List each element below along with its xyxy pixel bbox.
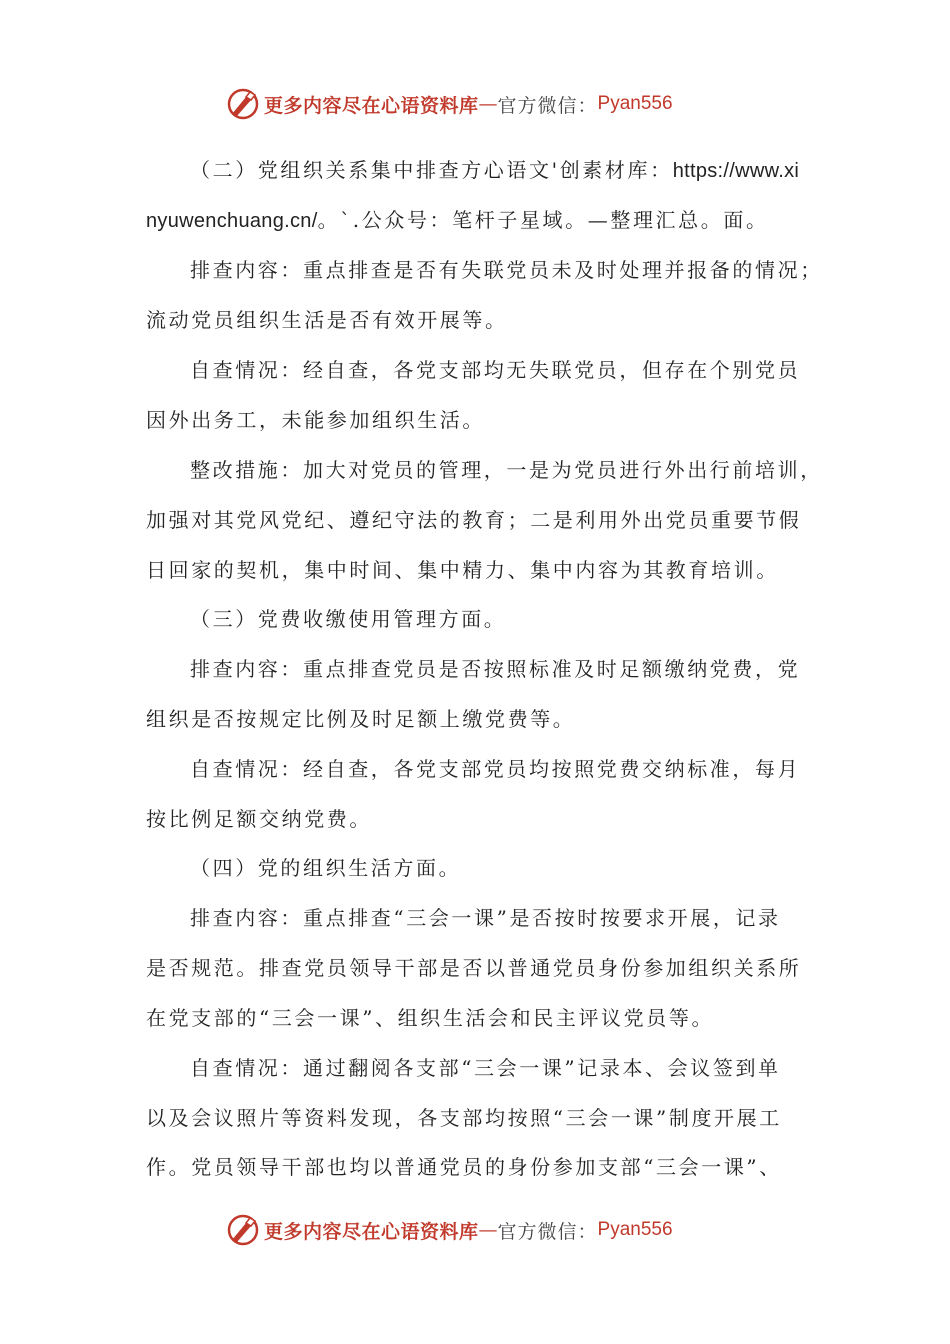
text-line: 以及会议照片等资料发现，各支部均按照“三会一课”制度开展工 (146, 1106, 782, 1130)
footer-banner (226, 1212, 673, 1248)
pen-logo-icon (226, 1213, 260, 1247)
text-line: 日回家的契机，集中时间、集中精力、集中内容为其教育培训。 (146, 558, 779, 582)
banner-wechat-id: Pyan556 (597, 93, 673, 114)
section-heading: （四）党的组织生活方面。 (190, 856, 462, 880)
text-line: 自查情况：经自查，各党支部均无失联党员，但存在个别党员 (190, 358, 801, 382)
banner-dash: — (478, 1219, 498, 1241)
banner-wechat-id: Pyan556 (597, 1219, 673, 1240)
text-line: 按比例足额交纳党费。 (146, 807, 372, 831)
pen-logo-icon (226, 87, 260, 121)
text-line: 作。党员领导干部也均以普通党员的身份参加支部“三会一课”、 (146, 1155, 782, 1179)
banner-main-text: 更多内容尽在心语资料库 (264, 94, 479, 117)
text-line: 加强对其党风党纪、遵纪守法的教育；二是利用外出党员重要节假 (146, 508, 802, 532)
text-line: 自查情况：经自查，各党支部党员均按照党费交纳标准，每月 (190, 757, 801, 781)
text-line: 流动党员组织生活是否有效开展等。 (146, 308, 508, 332)
text-line: nyuwenchuang.cn/。`.公众号：笔杆子星域。—整理汇总。面。 (146, 208, 769, 232)
text-line: 排查内容：重点排查党员是否按照标准及时足额缴纳党费，党 (190, 657, 801, 681)
header-banner (226, 86, 673, 122)
section-heading: （三）党费收缴使用管理方面。 (190, 607, 507, 631)
text-line: 排查内容：重点排查是否有失联党员未及时处理并报备的情况； (190, 258, 823, 282)
url-text: nyuwenchuang.cn/ (146, 210, 318, 232)
text-line: 排查内容：重点排查“三会一课”是否按时按要求开展，记录 (190, 906, 781, 930)
banner-wechat-label: 官方微信： (497, 1220, 598, 1243)
text-line: （二）党组织关系集中排查方心语文'创素材库：https://www.xi (190, 158, 800, 182)
text-line: 在党支部的“三会一课”、组织生活会和民主评议党员等。 (146, 1006, 715, 1030)
banner-wechat-label: 官方微信： (497, 94, 598, 117)
text-line: 组织是否按规定比例及时足额上缴党费等。 (146, 707, 576, 731)
text-line: 是否规范。排查党员领导干部是否以普通党员身份参加组织关系所 (146, 956, 802, 980)
banner-dash: — (478, 93, 498, 115)
text-line: 因外出务工，未能参加组织生活。 (146, 408, 485, 432)
text-line: 整改措施：加大对党员的管理，一是为党员进行外出行前培训， (190, 458, 823, 482)
text-line: 自查情况：通过翻阅各支部“三会一课”记录本、会议签到单 (190, 1056, 781, 1080)
url-text: https://www.xi (672, 160, 800, 182)
banner-main-text: 更多内容尽在心语资料库 (264, 1220, 479, 1243)
